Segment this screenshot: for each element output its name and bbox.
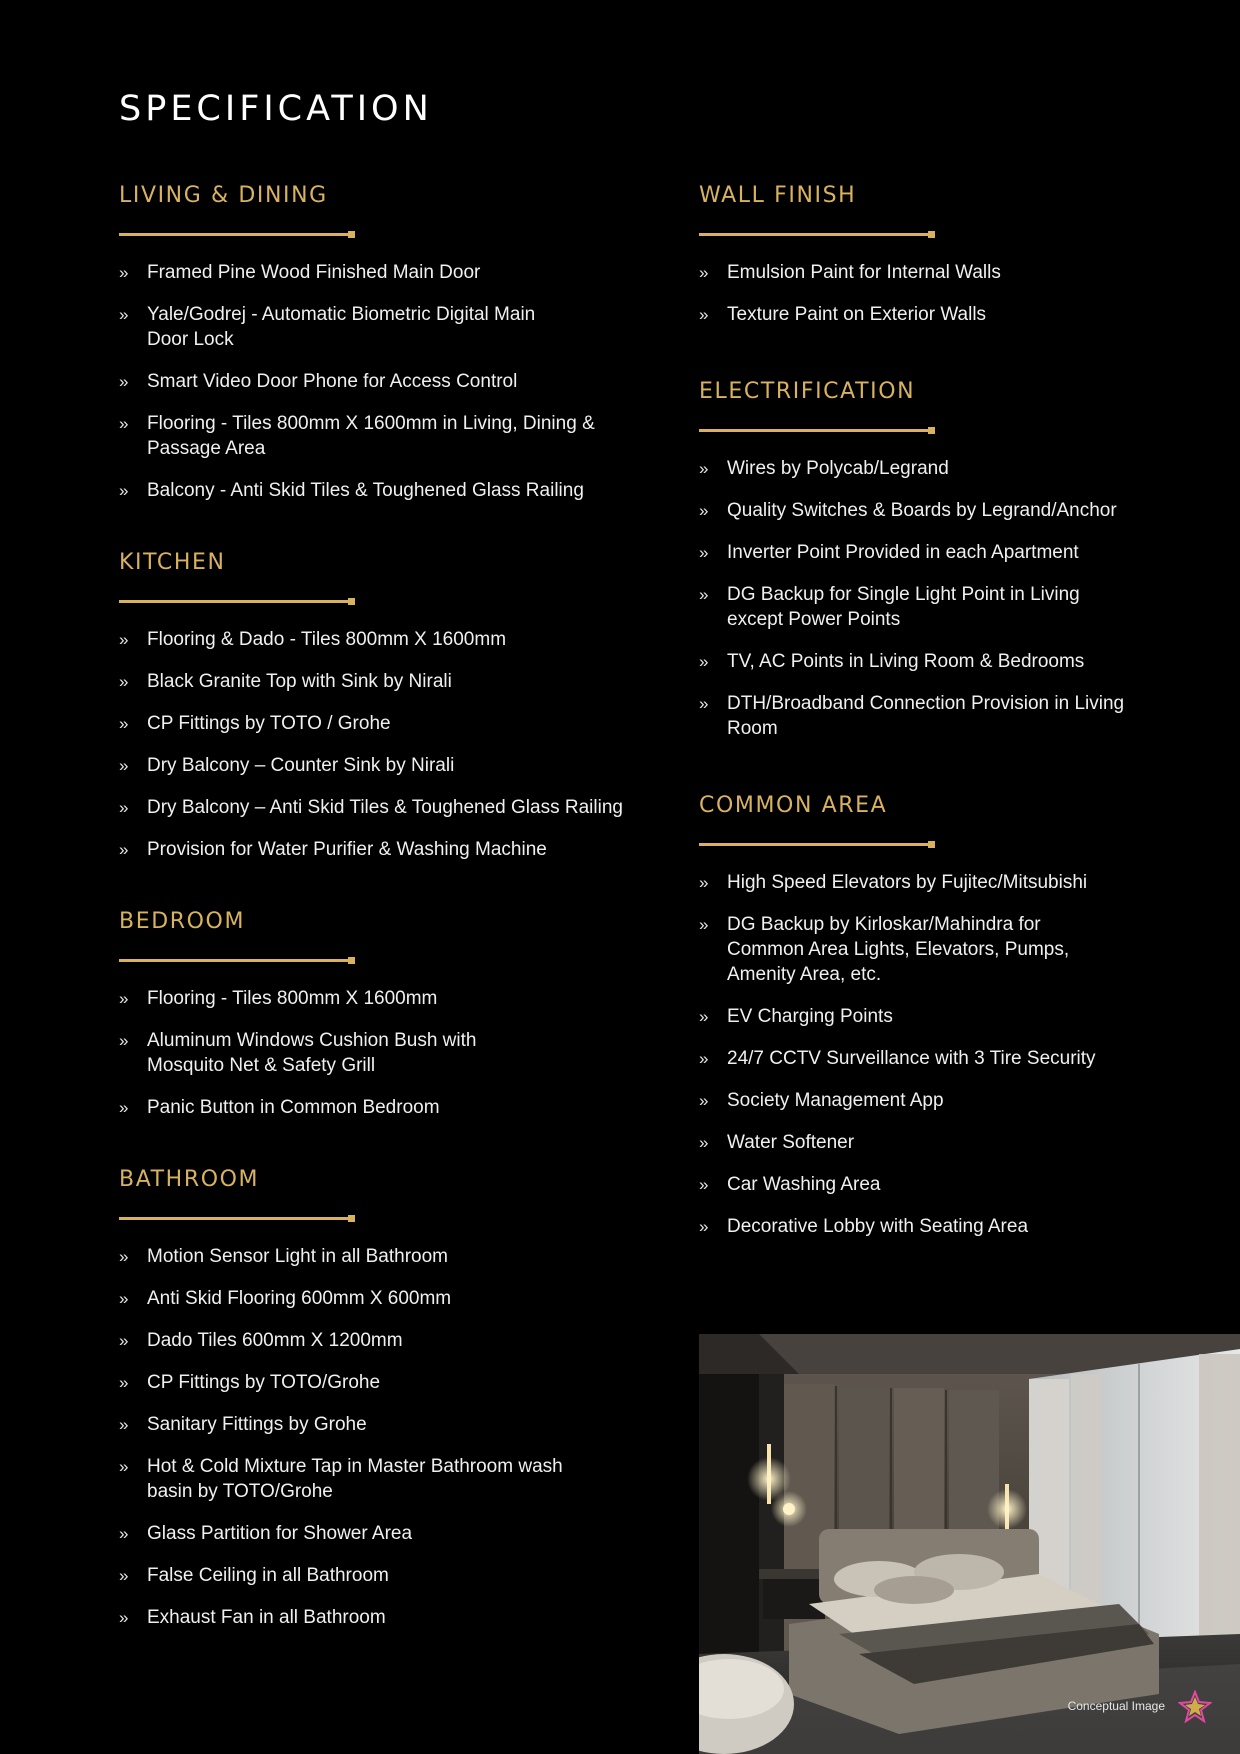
gold-divider — [699, 843, 933, 846]
section-heading: LIVING & DINING — [119, 183, 328, 208]
list-item — [699, 1130, 1169, 1155]
item-text: Balcony - Anti Skid Tiles & Toughened Glass Railing — [147, 480, 584, 501]
item-text: Provision for Water Purifier & Washing Machine — [147, 839, 547, 860]
item-text: Dry Balcony – Counter Sink by Nirali — [147, 755, 455, 776]
bullet-icon: » — [119, 1415, 129, 1434]
list-item — [699, 912, 1097, 987]
list-item — [119, 1244, 649, 1269]
spec-list — [699, 456, 1169, 741]
spec-list — [119, 986, 649, 1120]
bullet-icon: » — [119, 263, 129, 282]
item-text: Flooring - Tiles 800mm X 1600mm — [147, 988, 438, 1009]
item-text: Hot & Cold Mixture Tap in Master Bathroom wash basin by TOTO/Grohe — [147, 1456, 563, 1502]
gold-divider — [699, 429, 933, 432]
list-item — [119, 1412, 649, 1437]
bullet-icon: » — [699, 263, 709, 282]
section-heading: BATHROOM — [119, 1167, 260, 1192]
item-text: Inverter Point Provided in each Apartment — [727, 542, 1079, 563]
list-item — [119, 837, 649, 862]
bullet-icon: » — [119, 414, 129, 433]
bullet-icon: » — [699, 694, 709, 713]
photo-caption: Conceptual Image — [1067, 1699, 1165, 1713]
bullet-icon: » — [699, 501, 709, 520]
list-item — [119, 1095, 649, 1120]
list-item — [699, 540, 1169, 565]
list-item — [119, 1286, 649, 1311]
bullet-icon: » — [119, 672, 129, 691]
item-text: Exhaust Fan in all Bathroom — [147, 1607, 386, 1628]
item-text: Aluminum Windows Cushion Bush with Mosquito Net & Safety Grill — [147, 1030, 477, 1076]
list-item — [699, 498, 1169, 523]
section-heading: BEDROOM — [119, 909, 246, 934]
list-item — [699, 582, 1127, 632]
left-column — [119, 181, 649, 1630]
bullet-icon: » — [119, 1457, 129, 1476]
bullet-icon: » — [119, 1289, 129, 1308]
section-wall-finish — [699, 181, 1169, 327]
list-item — [119, 627, 649, 652]
list-item — [119, 711, 649, 736]
section-bedroom — [119, 907, 649, 1120]
item-text: Quality Switches & Boards by Legrand/Anchor — [727, 500, 1117, 521]
item-text: High Speed Elevators by Fujitec/Mitsubishi — [727, 872, 1088, 893]
list-item — [119, 478, 649, 503]
gold-divider — [119, 959, 353, 962]
list-item — [699, 691, 1177, 741]
list-item — [699, 649, 1169, 674]
item-text: Society Management App — [727, 1090, 944, 1111]
bullet-icon: » — [699, 915, 709, 934]
spec-list — [699, 260, 1169, 327]
item-text: Panic Button in Common Bedroom — [147, 1097, 440, 1118]
list-item — [699, 260, 1169, 285]
bullet-icon: » — [119, 1524, 129, 1543]
bullet-icon: » — [699, 1007, 709, 1026]
bullet-icon: » — [699, 543, 709, 562]
list-item — [119, 1370, 649, 1395]
item-text: EV Charging Points — [727, 1006, 893, 1027]
item-text: Black Granite Top with Sink by Nirali — [147, 671, 452, 692]
bullet-icon: » — [119, 1331, 129, 1350]
list-item — [119, 986, 649, 1011]
bullet-icon: » — [119, 1098, 129, 1117]
bullet-icon: » — [699, 459, 709, 478]
item-text: Texture Paint on Exterior Walls — [727, 304, 987, 325]
list-item — [119, 1563, 649, 1588]
list-item — [699, 1172, 1169, 1197]
item-text: Emulsion Paint for Internal Walls — [727, 262, 1001, 283]
bullet-icon: » — [119, 1373, 129, 1392]
item-text: Car Washing Area — [727, 1174, 881, 1195]
bullet-icon: » — [119, 305, 129, 324]
bullet-icon: » — [119, 798, 129, 817]
list-item — [119, 1454, 567, 1504]
item-text: Glass Partition for Shower Area — [147, 1523, 413, 1544]
section-heading: KITCHEN — [119, 550, 226, 575]
bullet-icon: » — [119, 1247, 129, 1266]
list-item — [119, 1605, 649, 1630]
item-text: Flooring - Tiles 800mm X 1600mm in Living, Dining & Passage Area — [147, 413, 595, 459]
section-common-area — [699, 791, 1169, 1239]
gold-divider — [119, 600, 353, 603]
item-text: Motion Sensor Light in all Bathroom — [147, 1246, 448, 1267]
list-item — [119, 1521, 649, 1546]
list-item — [119, 669, 649, 694]
item-text: Sanitary Fittings by Grohe — [147, 1414, 367, 1435]
section-heading: WALL FINISH — [699, 183, 857, 208]
bullet-icon: » — [699, 1175, 709, 1194]
star-logo-icon — [1178, 1690, 1212, 1724]
list-item — [119, 302, 567, 352]
bullet-icon: » — [699, 585, 709, 604]
bullet-icon: » — [119, 989, 129, 1008]
item-text: 24/7 CCTV Surveillance with 3 Tire Security — [727, 1048, 1096, 1069]
spec-list — [119, 260, 649, 503]
spec-list — [119, 1244, 649, 1630]
bullet-icon: » — [119, 840, 129, 859]
item-text: Wires by Polycab/Legrand — [727, 458, 949, 479]
item-text: Anti Skid Flooring 600mm X 600mm — [147, 1288, 452, 1309]
item-text: Smart Video Door Phone for Access Control — [147, 371, 518, 392]
section-bathroom — [119, 1165, 649, 1630]
bullet-icon: » — [119, 714, 129, 733]
bedroom-illustration — [699, 1334, 1240, 1754]
section-electrification — [699, 377, 1169, 741]
list-item — [119, 1028, 527, 1078]
bullet-icon: » — [119, 1566, 129, 1585]
list-item — [699, 1088, 1169, 1113]
page-title: SPECIFICATION — [119, 89, 433, 129]
list-item — [119, 1328, 649, 1353]
item-text: Decorative Lobby with Seating Area — [727, 1216, 1029, 1237]
item-text: False Ceiling in all Bathroom — [147, 1565, 389, 1586]
list-item — [119, 753, 649, 778]
section-kitchen — [119, 548, 649, 862]
item-text: CP Fittings by TOTO / Grohe — [147, 713, 391, 734]
item-text: DTH/Broadband Connection Provision in Living Room — [727, 693, 1125, 739]
bullet-icon: » — [699, 305, 709, 324]
bullet-icon: » — [699, 1091, 709, 1110]
gold-divider — [699, 233, 933, 236]
section-heading: COMMON AREA — [699, 793, 888, 818]
list-item — [119, 411, 617, 461]
list-item — [699, 456, 1169, 481]
item-text: Dado Tiles 600mm X 1200mm — [147, 1330, 403, 1351]
gold-divider — [119, 1217, 353, 1220]
list-item — [699, 870, 1169, 895]
list-item — [699, 1004, 1169, 1029]
item-text: Water Softener — [727, 1132, 855, 1153]
section-living-dining — [119, 181, 649, 503]
list-item — [699, 1214, 1169, 1239]
bullet-icon: » — [119, 1031, 129, 1050]
item-text: Flooring & Dado - Tiles 800mm X 1600mm — [147, 629, 507, 650]
list-item — [699, 1046, 1169, 1071]
item-text: DG Backup by Kirloskar/Mahindra for Common Area Lights, Elevators, Pumps, Amenity Area, etc. — [727, 914, 1070, 985]
gold-divider — [119, 233, 353, 236]
list-item — [119, 795, 649, 820]
bedroom-photo — [699, 1334, 1240, 1754]
bullet-icon: » — [699, 873, 709, 892]
bullet-icon: » — [119, 481, 129, 500]
item-text: DG Backup for Single Light Point in Living except Power Points — [727, 584, 1080, 630]
bullet-icon: » — [119, 372, 129, 391]
bullet-icon: » — [119, 630, 129, 649]
item-text: Yale/Godrej - Automatic Biometric Digital Main Door Lock — [147, 304, 536, 350]
right-column — [699, 181, 1169, 1239]
bullet-icon: » — [699, 1049, 709, 1068]
spec-list — [699, 870, 1169, 1239]
spec-list — [119, 627, 649, 862]
bullet-icon: » — [699, 1133, 709, 1152]
section-heading: ELECTRIFICATION — [699, 379, 916, 404]
bullet-icon: » — [699, 652, 709, 671]
item-text: CP Fittings by TOTO/Grohe — [147, 1372, 381, 1393]
list-item — [119, 260, 649, 285]
bullet-icon: » — [119, 756, 129, 775]
item-text: TV, AC Points in Living Room & Bedrooms — [727, 651, 1085, 672]
bullet-icon: » — [119, 1608, 129, 1627]
list-item — [119, 369, 649, 394]
bullet-icon: » — [699, 1217, 709, 1236]
list-item — [699, 302, 1169, 327]
item-text: Dry Balcony – Anti Skid Tiles & Toughened Glass Railing — [147, 797, 623, 818]
item-text: Framed Pine Wood Finished Main Door — [147, 262, 481, 283]
